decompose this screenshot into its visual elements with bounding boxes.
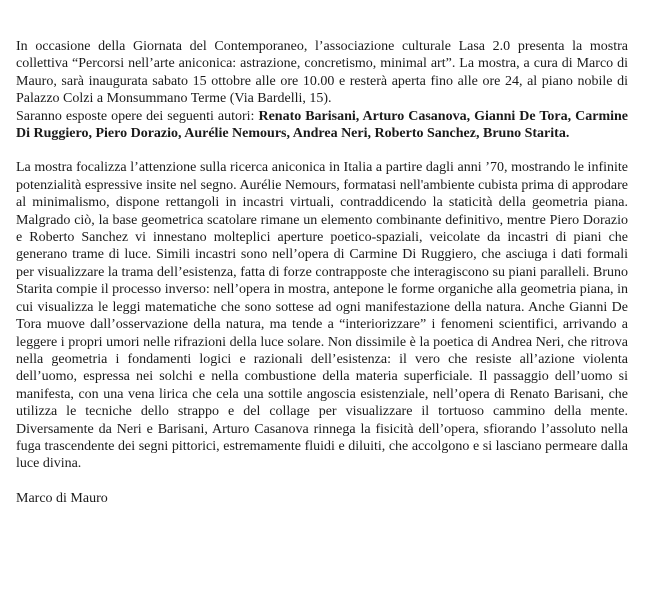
signature: Marco di Mauro: [16, 490, 108, 506]
document-page: [16, 38, 628, 507]
authors-lead: Saranno esposte opere dei seguenti autori:: [16, 108, 259, 124]
authors-names: Renato Barisani, Arturo Casanova, Gianni De Tora, Carmine Di Ruggiero, Piero Dorazio, Aurélie Nemours, Andrea Neri, Roberto Sanchez, Bruno Starita.: [16, 108, 629, 142]
intro-paragraph: In occasione della Giornata del Contemporaneo, l’associazione culturale Lasa 2.0 presenta la mostra collettiva “Percorsi nell’arte aniconica: astrazione, concretismo, minimal art”. La mostra, a cura di Marco di Mauro, sarà inaugurata sabato 15 ottobre alle ore 10.00 e resterà aperta fino alle ore 24, al piano nobile di Palazzo Colzi a Monsummano Terme (Via Bardelli, 15).: [16, 39, 628, 107]
body-paragraph: La mostra focalizza l’attenzione sulla ricerca aniconica in Italia a partire dagli anni ’70, mostrando le infinite potenzialità espressive insite nel segno. Aurélie Nemours, formatasi nell'ambiente cubista prima di approdare al minimalismo, dispone rettangoli in incastri virtuali, contraddicendo la staticità della geometria piana. Malgrado ciò, la base geometrica scatolare rimane un elemento combinante definitivo, mentre Piero Dorazio e Roberto Sanchez vi innestano molteplici aperture poetico-spaziali, veicolate da incastri di piani che generano trame di luce. Simili incastri sono nell’opera di Carmine Di Ruggiero, che asciuga i dati formali per visualizzare la trama dell’esistenza, fatta di forze contrapposte che interagiscono su piani paralleli. Bruno Starita compie il processo inverso: nell’opera in mostra, antepone le forme organiche alla geometria piana, in cui visualizza le leggi matematiche che sono sottese ad ogni manifestazione della natura. Anche Gianni De Tora muove dall’osservazione della natura, ma tende a “interiorizzare” i fenomeni scientifici, arrivando a leggere i propri umori nelle rifrazioni della luce solare. Non dissimile è la poetica di Andrea Neri, che ritrova nella geometria i fondamenti logici e razionali dell’esistenza: il vero che resiste all’azione violenta dell’uomo, espressa nei solchi e nella combustione della materia superficiale. Il passaggio dell’uomo si manifesta, con una vena lirica che cela una sottile angoscia esistenziale, nell’opera di Renato Barisani, che utilizza le tecniche dello strappo e del collage per visualizzare il tortuoso cammino della mente. Diversamente da Neri e Barisani, Arturo Casanova rinnega la fisicità dell’opera, sfiorando l’assoluto nella fuga trascendente dei segni pittorici, estremamente fluidi e diluiti, che accolgono e si lasciano permeare dalla luce divina.: [16, 160, 628, 472]
authors-paragraph: [16, 108, 628, 143]
